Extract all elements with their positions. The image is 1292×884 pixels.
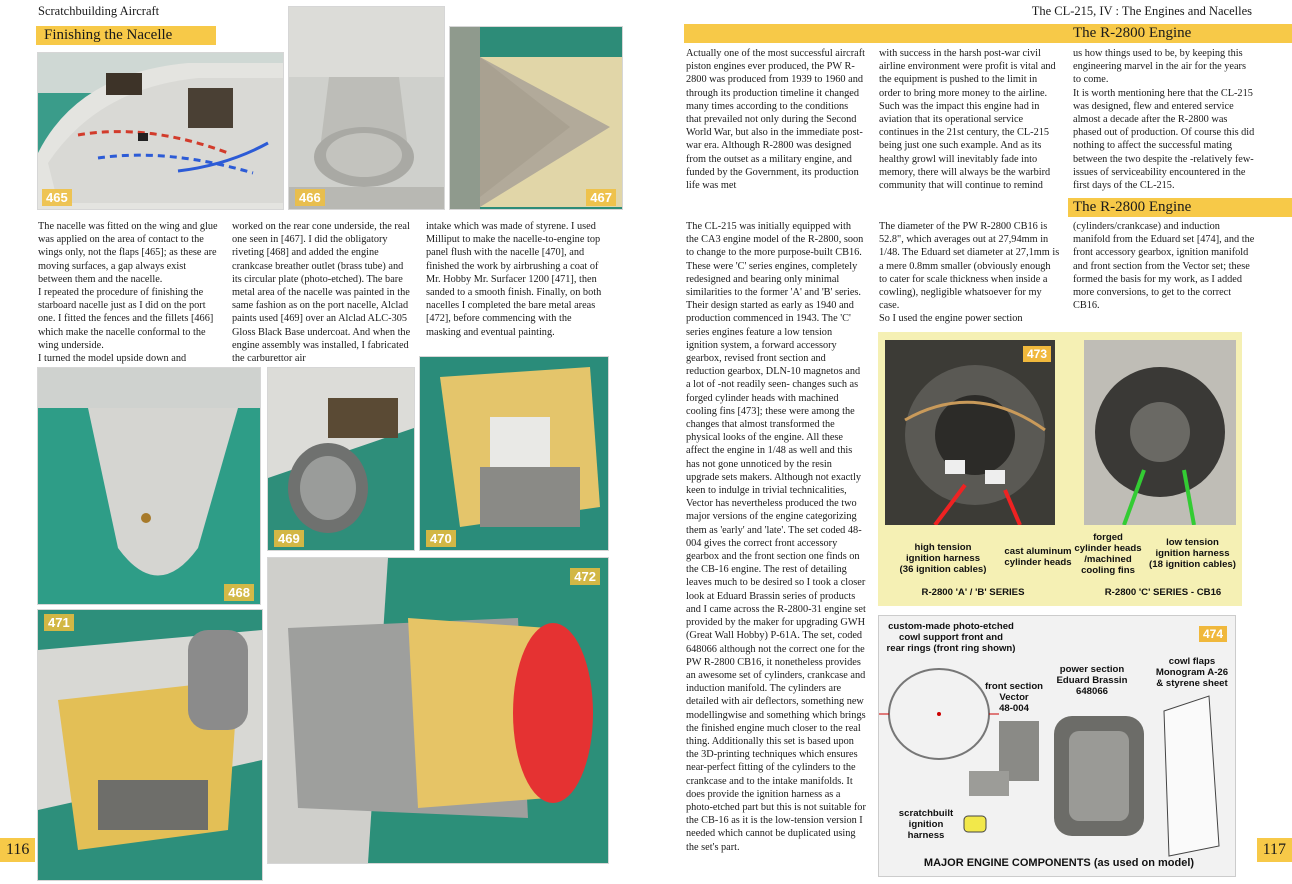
running-header-left: Scratchbuilding Aircraft [38,4,160,18]
section-heading-r2800-top: The R-2800 Engine [684,24,1292,43]
photo-number: 470 [426,530,456,547]
photo-471 [37,609,263,881]
label-low-tension: low tension ignition harness (18 ignition cables) [1149,537,1236,570]
photo-number: 469 [274,530,304,547]
photo-466 [288,6,445,210]
label-cowl-rings: custom-made photo-etched cowl support front and rear rings (front ring shown) [886,621,1016,654]
right-col-top-1: Actually one of the most successful aircraft piston engines ever produced, the PW R-2800 was produced from 1939 to 1960 and through its production timeline it changed many times according to the conditions that prevailed not only during the Second World War, but also in the immediate post-war era. Although R-2800 was designed from the outset as a military engine, and funded by the Government, its production life was met [686,48,865,192]
right-col-top-2: with success in the harsh post-war civil airline environment were profit is vital and the equipment is pushed to the limit in order to bring more money to the airline. Such was the impact this engine had in aviation that its operational service continues in the 21st century, the CL-215 being just one such example. And as its healthy growl will inevitably fade into memory, there will always be the warbird community that will continue to remind [879,48,1056,192]
caption-ab-series: R-2800 'A' / 'B' SERIES [921,587,1025,598]
photo-number: 471 [44,614,74,631]
photo-470 [419,356,609,551]
label-front-section: front section Vector 48-004 [984,681,1044,714]
running-header-right: The CL-215, IV : The Engines and Nacelles [1031,4,1252,18]
label-ignition-harness: scratchbuilt ignition harness [898,808,954,841]
photo-number: 466 [295,189,325,206]
page-number-right: 117 [1257,838,1292,862]
engine-photo-ab-series [885,340,1055,525]
caption-major-components: MAJOR ENGINE COMPONENTS (as used on model) [923,857,1195,869]
text-col-1: The nacelle was fitted on the wing and glue was applied on the area of contact to the wings only, not the flaps [465]; as these are moving surfaces, a gap always exist between them and the nacelle. I repeated the procedure of finishing the starboard nacelle just as I did on the port one. I fitted the fences and the fillets [466] which make the nacelle conformal to the wing underside. I turned the model upside down and [38,221,218,365]
right-col-body-2: The diameter of the PW R-2800 CB16 is 52.8", which averages out at 27,94mm in 1/48. The Eduard set diameter at 27,1mm is a mere 0.8mm smaller (obviously enough to cater for scale thickness when inside a cowling), negligible whatsoever for my case. So I used the engine power section [879,221,1060,325]
photo-number: 472 [570,568,600,585]
right-col-body-3: (cylinders/crankcase) and induction manifold from the Eduard set [474], and the front accessory gearbox, ignition manifold and front section from the Vector set; these formed the basis for my work, as I added more conversions, to get to the correct CB16. [1073,221,1255,312]
photo-468 [37,367,261,605]
right-col-top-3: us how things used to be, by keeping this engineering marvel in the air for the years to come. It is worth mentioning here that the CL-215 was designed, flew and entered service almost a decade after the R-2800 was phased out of production. Of course this did nothing to affect the successful mating between the two despite the -relatively few- issues of serviceability encountered in the first days of the CL-215. [1073,48,1255,192]
figure-473 [878,332,1242,606]
photo-number: 473 [1023,346,1051,362]
engine-photo-c-series [1084,340,1236,525]
figure-474 [878,615,1236,877]
label-forged-heads: forged cylinder heads /machined cooling fins [1074,532,1142,576]
text-col-3: intake which was made of styrene. I used Milliput to make the nacelle-to-engine top panel flush with the nacelle [470], and finished the work by airbrushing a coat of Mr. Hobby Mr. Surfacer 1200 [471], then sanded to a smooth finish. Finally, on both nacelles I completed the bare metal areas [472], before commencing with the masking and eventual painting. [426,221,602,338]
label-cowl-flaps: cowl flaps Monogram A-26 & styrene sheet [1155,656,1229,689]
right-col-body-1: The CL-215 was initially equipped with the CA3 engine model of the R-2800, soon to change to the more purpose-built CB16. These were 'C' series engines, completely redesigned and bearing only minimal similarities to the former 'A' and 'B' series. Their design started as early as 1940 and production commenced in 1943. The 'C' series engines feature a low tension ignition system, a forward accessory gearbox, revised front section and reduction gearbox, DLN-10 magnetos and a lot of -not readily seen- changes such as forged cylinder heads with machined cooling fins [473]; these were among the changes that almost transformed the physical looks of the engine. All these affect the engine in 1/48 as well and this has not gone unnoticed by the resin upgrade sets makers. Although not exactly keen to indulge in trivial technicalities, Vector has nevertheless produced the two major versions of the engine categorizing them as 'early' and 'late'. The set coded 48-004 gives the correct front accessory gearbox and the front section one finds on the CB-16 engine. The rest of detailing leaves much to be desired so I took a closer look at Eduard Brassin series of products and I came across the R-2800-31 engine set provided by the maker for upgrading GWH (Great Wall Hobby) P-61A. The set, coded 648066 although not the correct one for the PW R-2800 CB16, it nonetheless provides an awesome set of cylinders, crankcase and induction manifold. The cylinders are detailed with air deflectors, something new modellingwise and something which brings the finished engine much closer to the real thing. Additionally this set is based upon the 3D-printing techniques which ensures near-perfect fitting of the cylinders to the crankcase and to the intake manifolds. It does provide the ignition harness as a photo-etched part but this is not suitable for the CB-16 as it is the low-tension version I needed which cannot be duplicated using the set's part. [686,221,866,853]
photo-number: 465 [42,189,72,206]
photo-number: 474 [1199,626,1227,642]
photo-number: 467 [586,189,616,206]
photo-469 [267,367,415,551]
label-high-tension: high tension ignition harness (36 ignition cables) [899,542,987,575]
section-heading-r2800-mid: The R-2800 Engine [1068,198,1292,217]
text-col-2: worked on the rear cone underside, the real one seen in [467]. I did the obligatory riveting [468] and added the engine crankcase breather outlet (brass tube) and its circular plate (photo-etched). The bare metal area of the nacelle was painted in the same fashion as on the port nacelle, Alclad paints used [469] over an Alclad ALC-305 Gloss Black Base undercoat. And when the engine assembly was installed, I fabricated the carburettor air [232,221,411,365]
photo-465 [37,52,284,210]
caption-c-series: R-2800 'C' SERIES - CB16 [1104,587,1222,598]
label-power-section: power section Eduard Brassin 648066 [1056,664,1128,697]
photo-472 [267,557,609,864]
label-cast-aluminum: cast aluminum cylinder heads [1004,546,1072,568]
photo-number: 468 [224,584,254,601]
section-heading-finishing-nacelle: Finishing the Nacelle [36,26,216,45]
photo-467 [449,26,623,210]
page-number-left: 116 [0,838,35,862]
